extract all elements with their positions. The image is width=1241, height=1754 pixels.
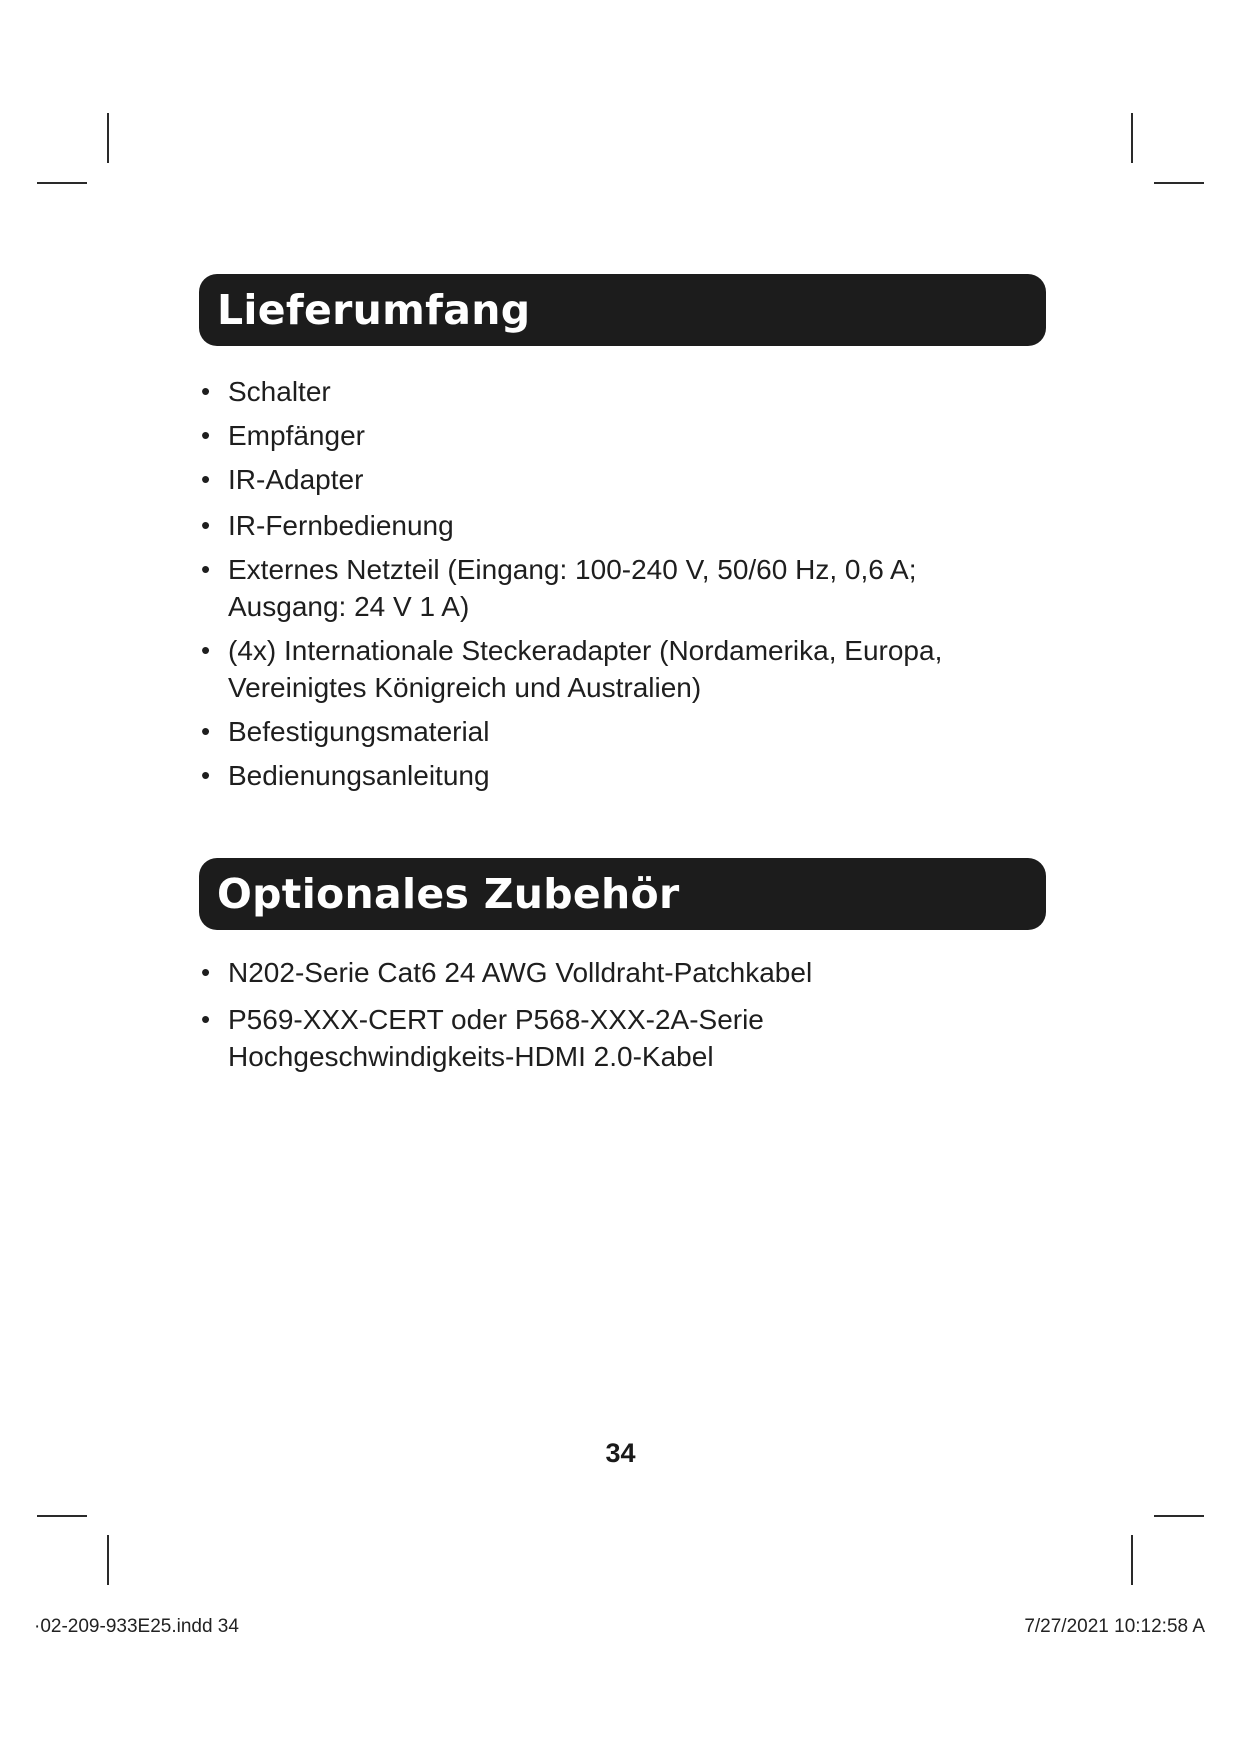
page-number: 34 bbox=[605, 1438, 636, 1468]
list-item: • Empfänger bbox=[200, 417, 1020, 461]
list-item: • N202-Serie Cat6 24 AWG Volldraht-Patchkabel bbox=[200, 954, 1020, 1001]
crop-mark-top-right-horizontal bbox=[1154, 182, 1204, 184]
section-title: Lieferumfang bbox=[217, 286, 531, 334]
crop-mark-top-left-horizontal bbox=[37, 182, 87, 184]
list-item: • Befestigungsmaterial bbox=[200, 713, 1020, 757]
package-contents-list bbox=[200, 373, 1020, 801]
list-item: • IR-Adapter bbox=[200, 461, 1020, 507]
section-header-lieferumfang bbox=[199, 274, 1046, 346]
list-item: • IR-Fernbedienung bbox=[200, 507, 1020, 551]
crop-mark-top-left-vertical bbox=[107, 113, 109, 163]
list-item: • Schalter bbox=[200, 373, 1020, 417]
crop-mark-top-right-vertical bbox=[1131, 113, 1133, 163]
slug-datetime: 7/27/2021 10:12:58 A bbox=[1024, 1616, 1205, 1637]
crop-mark-bottom-left-vertical bbox=[107, 1535, 109, 1585]
section-header-optionales-zubehoer bbox=[199, 858, 1046, 930]
section-title: Optionales Zubehör bbox=[217, 870, 680, 918]
slug-file-info: ·02-209-933E25.indd 34 bbox=[34, 1616, 239, 1637]
list-item: • Externes Netzteil (Eingang: 100-240 V, 50/60 Hz, 0,6 A; Ausgang: 24 V 1 A) bbox=[200, 551, 1020, 632]
optional-accessories-list bbox=[200, 954, 1020, 1082]
list-item: • (4x) Internationale Steckeradapter (Nordamerika, Europa, Vereinigtes Königreich und Australien) bbox=[200, 632, 1020, 713]
crop-mark-bottom-left-horizontal bbox=[37, 1515, 87, 1517]
crop-mark-bottom-right-horizontal bbox=[1154, 1515, 1204, 1517]
list-item: • Bedienungsanleitung bbox=[200, 757, 1020, 801]
list-item: • P569-XXX-CERT oder P568-XXX-2A-Serie Hochgeschwindigkeits-HDMI 2.0-Kabel bbox=[200, 1001, 1020, 1082]
crop-mark-bottom-right-vertical bbox=[1131, 1535, 1133, 1585]
